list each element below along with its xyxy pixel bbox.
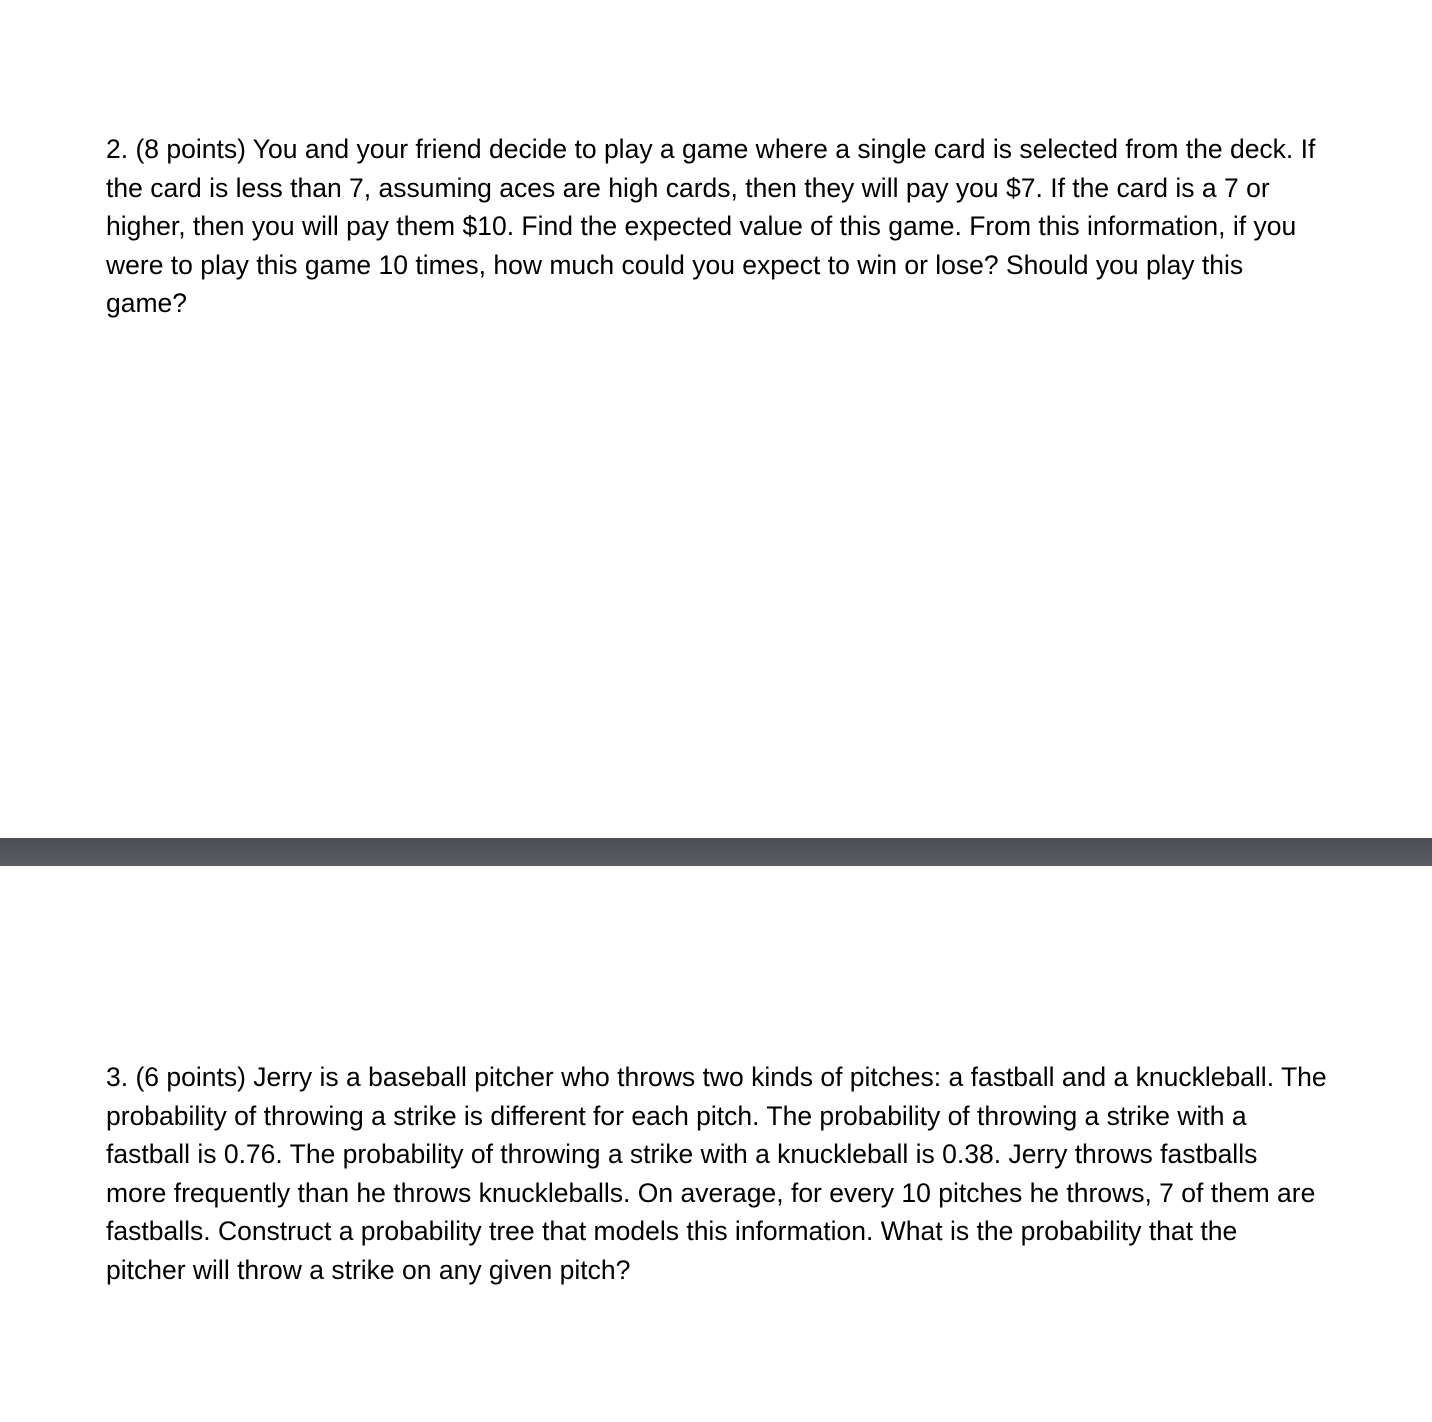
question-2 [106, 130, 1356, 323]
question-2-line: game? [106, 288, 188, 319]
question-2-line: the card is less than 7, assuming aces are high cards, then they will pay you $7. If the card is a 7 or [106, 172, 1270, 203]
question-3-line: 3. (6 points) Jerry is a baseball pitcher who throws two kinds of pitches: a fastball and a knuckleball. The [106, 1062, 1327, 1092]
question-3-line: pitcher will throw a strike on any given pitch? [106, 1254, 631, 1285]
question-2-line: higher, then you will pay them $10. Find the expected value of this game. From this information, if you [106, 211, 1297, 242]
page-separator [0, 838, 1432, 866]
question-2-line: 2. (8 points) You and your friend decide to play a game where a single card is selected from the deck. If [106, 134, 1316, 164]
question-3-line: fastballs. Construct a probability tree that models this information. What is the probability that the [106, 1216, 1238, 1247]
question-3-line: fastball is 0.76. The probability of throwing a strike with a knuckleball is 0.38. Jerry throws fastballs [106, 1139, 1258, 1170]
question-3-line: more frequently than he throws knuckleballs. On average, for every 10 pitches he throws, 7 of them are [106, 1177, 1316, 1208]
question-3-line: probability of throwing a strike is different for each pitch. The probability of throwing a strike with a [106, 1100, 1247, 1131]
question-3 [106, 1058, 1356, 1290]
question-2-line: were to play this game 10 times, how much could you expect to win or lose? Should you play this [106, 249, 1244, 280]
document-page-bottom [0, 866, 1432, 1422]
